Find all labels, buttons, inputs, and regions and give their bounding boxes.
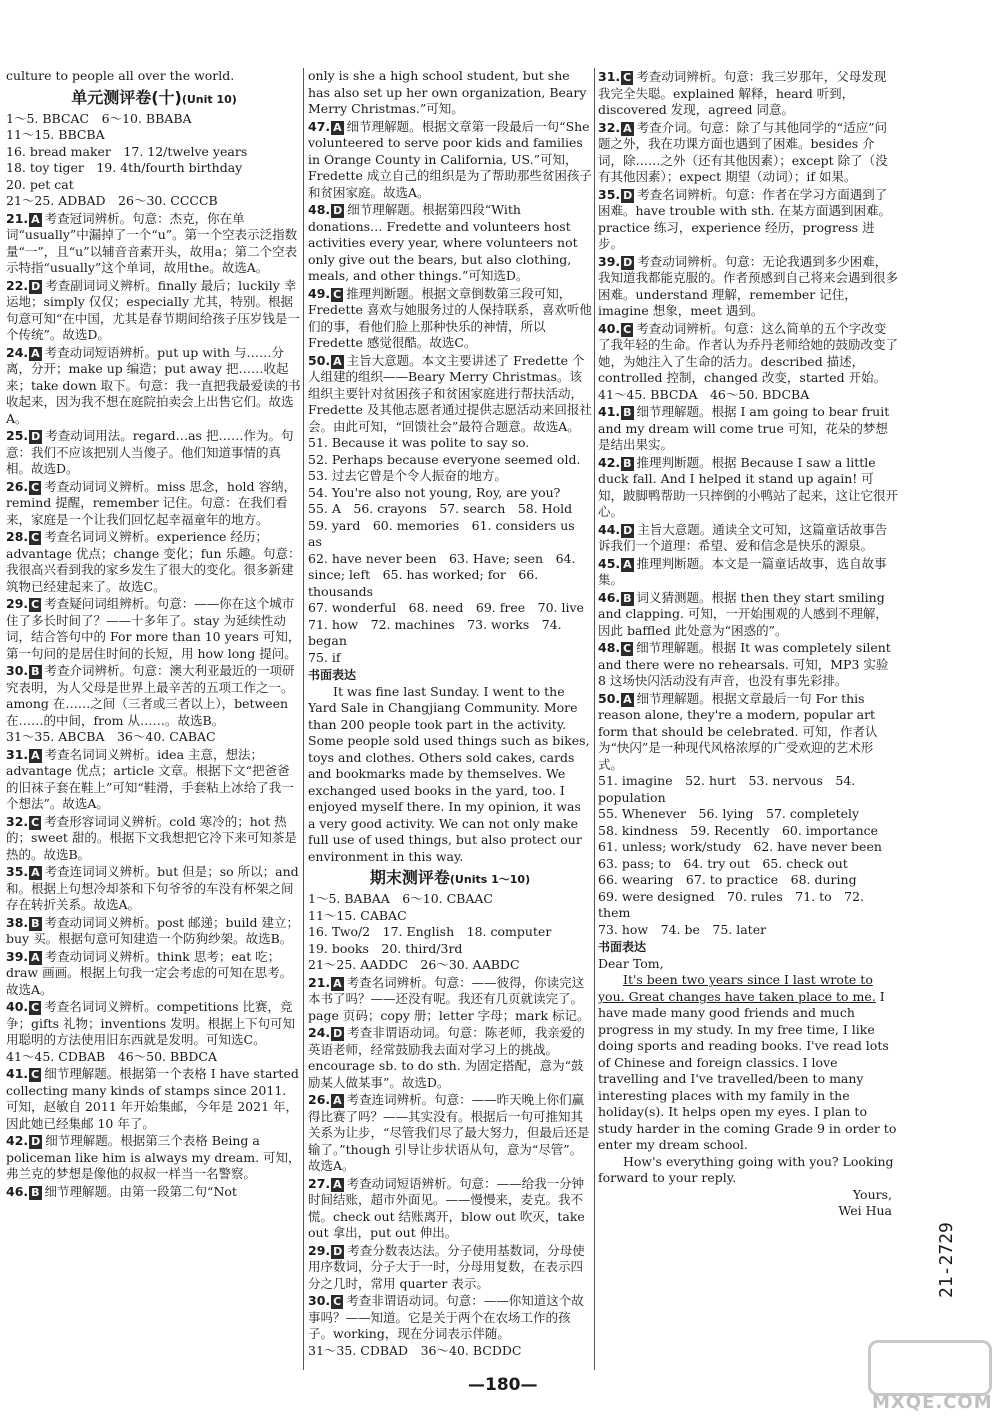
explanation-text: 考查名词词义辨析。idea 主意，想法；advantage 优点；article 文章。根据下文“把爸爸的旧袜子套在鞋上”可知“鞋滑，手套粘上冰给了我一个想法”。故选A。 [6, 746, 294, 812]
answer-letter-badge: B [31, 916, 40, 930]
letter-paragraph [598, 972, 898, 1154]
answer-line: 52. Perhaps because everyone seemed old. [308, 451, 581, 467]
answer-item [598, 590, 898, 640]
question-number: 39. [598, 253, 621, 269]
answer-line: 31～35. ABCBA 36～40. CABAC [6, 729, 216, 745]
explanation-text: 考查副词词义辨析。finally 最后；luckily 幸运地；simply 仅仅；especially 尤其，特别。根据句意可知“在中国，尤其是春节期间给孩子压岁钱是一个传统”。故选D。 [6, 277, 300, 343]
answer-letter-badge: A [623, 557, 632, 571]
answer-item [6, 529, 302, 595]
question-number: 29. [308, 1242, 331, 1258]
question-number: 45. [598, 555, 621, 571]
answer-letter-badge: B [623, 406, 632, 419]
question-number: 28. [6, 529, 29, 545]
answer-item [308, 1176, 592, 1242]
question-number: 40. [6, 999, 29, 1015]
explanation-text: 考查动词短语辨析。句意：——给我一分钟时间结账，超市外面见。——慢慢来，麦克。我不慌。check out 结账离开，blow out 吹灭，take out 拿出，put out 伸出。 [308, 1175, 585, 1241]
explanation-text: 考查介词。句意：除了与其他同学的“适应”问题之外，我在功课方面也遇到了困难。besides 介词，除……之外（还有其他因素）；except 除了（没有其他因素）；expect 期望（动词）；if 如果。 [598, 119, 888, 184]
answer-letter-badge: D [623, 523, 633, 537]
question-number: 50. [598, 690, 621, 706]
explanation-text: 考查疑问词组辨析。句意：——你在这个城市住了多长时间了？——十多年了。stay 为延续性动词，结合答句中的 For more than 10 years 可知，第一句问的是居住时间的长短，用 how long 提问。 [6, 596, 301, 661]
explanation-text: 细节理解题。根据 It was completely silent and there were no rehearsals. 可知，MP3 实验 8 这场快闪活动没有声音，也没有事先彩排。 [598, 640, 891, 688]
answer-letter-badge: B [31, 665, 40, 679]
question-number: 30. [6, 663, 29, 679]
answer-item [308, 119, 592, 202]
question-number: 22. [6, 277, 29, 293]
answer-letter-badge: A [333, 976, 342, 990]
explanation-text: 细节理解题。由第一段第二句“Not [44, 1183, 237, 1199]
answer-item [598, 254, 898, 320]
explanation-text: 考查形容词词义辨析。cold 寒冷的；hot 热的；sweet 甜的。根据下文我想把它冷下来可知茶是热的。故选B。 [6, 813, 297, 862]
question-number: 42. [598, 454, 621, 470]
question-number: 30. [308, 1293, 331, 1309]
question-number: 26. [308, 1092, 331, 1108]
section-title-units: (Units 1～10) [449, 873, 531, 887]
answer-item [598, 120, 898, 186]
explanation-text: 主旨大意题。通读全文可知，这篇童话故事告诉我们一个道理：希望、爱和信念是快乐的源泉。 [598, 521, 888, 553]
explanation-text: 细节理解题。根据第四段“With donations… Fredette and volunteers host activities every year, where volunteers not only give out the bears, but also clothing, meals, and other things.”可知选D。 [308, 202, 578, 283]
question-number: 29. [6, 596, 29, 612]
explanation-text: 考查动词辨析。句意：我三岁那年，父母发现我完全失聪。explained 解释，heard 听到，discovered 发现，agreed 同意。 [598, 69, 887, 117]
question-number: 38. [6, 914, 29, 930]
answer-line: 69. were designed 70. rules 71. to 72. them [598, 888, 869, 920]
side-code: 21-2729 [936, 1222, 957, 1298]
letter-signoff: Wei Hua [838, 1203, 892, 1219]
answer-letter-badge: D [623, 255, 633, 269]
answer-letter-badge: D [31, 430, 41, 444]
letter-signoff: Yours, [852, 1186, 892, 1202]
answer-line: 16. bread maker 17. 12/twelve years [6, 143, 248, 159]
answer-letter-badge: C [623, 642, 632, 655]
explanation-text: 考查动词词义辨析。think 思考；eat 吃；draw 画画。根据上句我一定会考虑的可知在思考。故选A。 [6, 948, 293, 997]
answer-item [598, 69, 898, 119]
answer-line: 11～15. BBCBA [6, 127, 105, 143]
essay-paragraph: How's everything going with you? Looking forward to your reply. [598, 1153, 894, 1186]
answer-item [598, 522, 898, 555]
answer-item [6, 663, 302, 729]
question-number: 39. [6, 948, 29, 964]
answer-item [308, 1243, 592, 1293]
question-number: 47. [308, 118, 331, 134]
explanation-text: 细节理解题。根据第三个表格 Being a policeman like him is always my dream. 可知，弗兰克的梦想是像他的叔叔一样当一名警察。 [6, 1133, 301, 1182]
answer-letter-badge: A [333, 1094, 342, 1108]
answer-item [598, 187, 898, 253]
answer-letter-badge: D [31, 279, 41, 293]
explanation-text: 考查非谓语动词。句意：——你知道这个故事吗？——知道。它是关于两个在农场工作的孩子。working，现在分词表示伴随。 [308, 1293, 584, 1342]
section-title [6, 87, 302, 108]
answer-line: 59. yard 60. memories 61. considers us as [308, 517, 579, 549]
explanation-text: 考查动词辨析。句意：无论我遇到多少困难，我知道我都能克服的。作者预感到自己将来会遇到很多困难。understand 理解，remember 记住，imagine 想象，meet 遇到。 [598, 253, 898, 318]
answer-letter-badge: C [31, 1068, 40, 1082]
answer-letter-badge: D [31, 1135, 41, 1149]
answer-item [6, 479, 302, 529]
question-number: 26. [6, 478, 29, 494]
explanation-text: 细节理解题。根据第一个表格 I have started collecting many kinds of stamps since 2011. 可知，赵敏自 2011 年开始集邮，今年是 2021 年，因此她已经集邮 10 年了。 [6, 1066, 299, 1131]
answer-line: 31～35. CDBAD 36～40. BCDDC [308, 1342, 522, 1358]
answer-letter-badge: D [623, 188, 633, 202]
answer-line: 51. imagine 52. hurt 53. nervous 54. population [598, 773, 860, 805]
section-title-units: (Unit 10) [181, 92, 237, 106]
answer-line: 1～5. BABAA 6～10. CBAAC [308, 891, 493, 907]
question-number: 44. [598, 521, 621, 537]
answer-letter-badge: D [333, 204, 343, 217]
question-number: 35. [598, 186, 621, 202]
explanation-text: 考查动词短语辨析。put up with 与……分离，分开；make up 编造；put away 把……收起来；take down 取下。句意：我一直把我最爱读的书收起来，因为我不想在庭院拍卖会上出售它们。故选A。 [6, 344, 301, 426]
column-left [6, 68, 302, 1200]
answer-letter-badge: A [31, 866, 40, 880]
answer-line: 21～25. ADBAD 26～30. CCCCB [6, 193, 218, 209]
column-right [598, 68, 898, 1220]
question-number: 21. [308, 974, 331, 990]
answer-letter-badge: B [31, 1185, 40, 1199]
answer-line: 61. unless; work/study 62. have never been [598, 839, 882, 854]
explanation-text: 主旨大意题。本文主要讲述了 Fredette 个人组建的组织——Beary Merry Christmas。该组织主要针对贫困孩子和贫困家庭进行帮扶活动，Fredette 及其他志愿者通过提供志愿活动来回报社会。由此可知，“回馈社会”最符合题意。故选A。 [308, 352, 592, 434]
explanation-text: 考查动词词义辨析。miss 思念，hold 容纳，remind 提醒，remember 记住。句意：在我们看来，家庭是一个让我们回忆起幸福童年的地方。 [6, 478, 296, 527]
question-number: 27. [308, 1175, 331, 1191]
answer-item [6, 747, 302, 813]
answer-letter-badge: B [623, 456, 632, 470]
answer-item [6, 949, 302, 999]
explanation-text: 考查名词词义辨析。experience 经历；advantage 优点；change 变化；fun 乐趣。句意：我很高兴看到我的家乡发生了很大的变化。很多新建筑物已经建起来了。故选C。 [6, 529, 301, 594]
question-number: 41. [6, 1066, 29, 1082]
answer-line: 41～45. BBCDA 46～50. BDCBA [598, 386, 810, 402]
explanation-text: 考查冠词辨析。句意：杰克，你在单词“usually”中漏掉了一个“u”。第一个空表示泛指数量“一”，且“u”以辅音音素开头，故用a；第二个空表示特指“usually”这个单词，故用the。故选A。 [6, 210, 298, 276]
question-number: 31. [6, 746, 29, 762]
answer-letter-badge: A [31, 950, 40, 964]
answer-letter-badge: C [31, 531, 40, 545]
explanation-text: 推理判断题。根据 Because I saw a little duck fall. And I helped it stand up again! 可知，跛脚鸭帮助一只摔倒的小鸭站了起来，这让它很开心。 [598, 454, 898, 519]
answer-item [6, 1184, 302, 1201]
question-number: 21. [6, 210, 29, 226]
explanation-text: 考查连词词义辨析。but 但是；so 所以；and 和。根据上句想冷却茶和下句爷爷的车没有杯架之间存在转折关系。故选A。 [6, 864, 299, 913]
question-number: 42. [6, 1133, 29, 1149]
question-number: 24. [6, 344, 29, 360]
answer-letter-badge: D [333, 1244, 343, 1258]
answer-item [6, 428, 302, 478]
explanation-text: 考查连词辨析。句意：——昨天晚上你们赢得比赛了吗？——其实没有。根据后一句可推知其关系为让步，“尽管我们尽了最大努力，但最后还是输了。”though 引导让步状语从句，意为“尽管”。故选A。 [308, 1092, 590, 1174]
answer-line: only is she a high school student, but she has also set up her own organization, Beary Merry Christmas.”可知。 [308, 68, 591, 116]
answer-letter-badge: B [623, 591, 632, 605]
explanation-text: 细节理解题。根据文章最后一句 For this reason alone, they're a modern, popular art form that should be celebrated. 可知，作者认为“快闪”是一种现代风格浓厚的广受欢迎的艺术形式。 [598, 690, 878, 772]
answer-line: 53. 过去它曾是个令人振奋的地方。 [308, 468, 507, 483]
answer-line: 41～45. CDBAB 46～50. BBDCA [6, 1048, 217, 1064]
answer-letter-badge: C [31, 598, 40, 612]
question-number: 40. [598, 320, 621, 336]
answer-item [6, 915, 302, 948]
answer-item [308, 975, 592, 1025]
explanation-text: 考查动词词义辨析。post 邮递；build 建立；buy 买。根据句意可知建造一个防狗纱架。故选B。 [6, 914, 300, 947]
watermark-frame [868, 1340, 992, 1396]
question-number: 25. [6, 428, 29, 444]
answer-letter-badge: A [31, 346, 40, 360]
answer-item [598, 455, 898, 521]
answer-line: 1～5. BBCAC 6～10. BBABA [6, 110, 192, 126]
answer-letter-badge: C [31, 815, 40, 829]
question-number: 49. [308, 285, 331, 301]
answer-line: 58. kindness 59. Recently 60. importance [598, 822, 879, 838]
answer-line: 71. how 72. machines 73. works 74. began [308, 616, 566, 648]
answer-item [6, 596, 302, 662]
answer-item [6, 999, 302, 1049]
answer-letter-badge: C [623, 71, 632, 84]
answer-letter-badge: A [623, 121, 632, 135]
answer-letter-badge: C [623, 322, 632, 336]
underlined-sentence: It's been two years since I last wrote to you. Great changes have taken place to me. [598, 972, 876, 1004]
answer-item [598, 691, 898, 774]
answer-item [6, 1066, 302, 1132]
column-divider-2 [594, 68, 595, 1370]
question-number: 32. [6, 813, 29, 829]
answer-line: 63. pass; to 64. try out 65. check out [598, 855, 848, 871]
answer-letter-badge: A [333, 354, 342, 368]
section-title [308, 867, 592, 888]
answer-letter-badge: D [333, 1027, 343, 1041]
explanation-text: 考查动词辨析。句意：这么简单的五个字改变了我年轻的生命。作者认为乔丹老师给她的鼓励改变了她，为她注入了生命的活力。described 描述，controlled 控制，changed 改变，started 开始。 [598, 320, 898, 385]
answer-line: 21～25. AADDC 26～30. AABDC [308, 957, 520, 973]
question-number: 46. [598, 589, 621, 605]
answer-item [6, 814, 302, 864]
answer-item [308, 1025, 592, 1091]
answer-line: 54. You're also not young, Roy, are you? [308, 484, 561, 500]
question-number: 31. [598, 69, 621, 84]
answer-item [308, 1293, 592, 1343]
question-number: 48. [598, 640, 621, 655]
question-number: 50. [308, 352, 331, 368]
answer-letter-badge: A [31, 212, 40, 226]
answer-letter-badge: A [333, 120, 342, 134]
answer-item [6, 211, 302, 277]
answer-line: 67. wonderful 68. need 69. free 70. live [308, 600, 584, 615]
answer-line: culture to people all over the world. [6, 68, 235, 83]
explanation-text: 推理判断题。本文是一篇童话故事，选自故事集。 [598, 555, 887, 587]
column-divider-1 [303, 68, 304, 1370]
page-number: —180— [468, 1375, 538, 1395]
answer-item [6, 345, 302, 428]
explanation-text: 推理判断题。根据文章倒数第三段可知，Fredette 喜欢与她服务过的人保持联系，喜欢听他们的事，看他们脸上那种快乐的神情，所以 Fredette 感觉很酷。故选C。 [308, 285, 592, 350]
explanation-text: 考查动词用法。regard…as 把……作为。句意：我们不应该把别人当傻子。他们知道事情的真相。故选D。 [6, 428, 294, 477]
explanation-text: 考查介词辨析。句意：澳大利亚最近的一项研究表明，为人父母是世界上最辛苦的五项工作之一。among 在……之间（三者或三者以上），between 在……的中间，from 从……。故选B。 [6, 663, 295, 728]
section-title-text: 单元测评卷(十) [71, 87, 182, 107]
essay-paragraph: It was fine last Sunday. I went to the Yard Sale in Changjiang Community. More than 200 people took part in the activity. Some people sold used things such as bikes, toys and clothes. Others sold cakes, cards and bookmarks made by themselves. We exchanged used books in the yard, too. I enjoyed myself there. In my opinion, it was a very good activity. We can not only make full use of used things, but also protect our environment in this way. [308, 683, 590, 864]
answer-line: 16. Two/2 17. English 18. computer [308, 924, 552, 940]
answer-item [598, 321, 898, 387]
answer-letter-badge: C [31, 1001, 40, 1015]
answer-line: 55. A 56. crayons 57. search 58. Hold [308, 501, 573, 516]
explanation-text: 考查非谓语动词。句意：陈老师，我亲爱的英语老师，经常鼓励我去面对学习上的挑战。encourage sb. to do sth. 为固定搭配，意为“鼓励某人做某事”。故选D。 [308, 1025, 585, 1090]
letter-text: I have made many good friends and much progress in my study. In my free time, I like doing sports and reading books. I've read lots of Chinese and foreign classics. I love travelling and I've travelled/been to many interesting places with my family in the holiday(s). It helps open my eyes. I plan to study harder in the coming Grade 9 in order to enter my dream school. [598, 988, 897, 1153]
question-number: 48. [308, 202, 331, 217]
answer-item [6, 278, 302, 344]
answer-line: 18. toy tiger 19. 4th/fourth birthday [6, 160, 243, 176]
question-number: 41. [598, 404, 621, 419]
answer-item [308, 1092, 592, 1175]
explanation-text: 考查名词词义辨析。competitions 比赛，竞争；gifts 礼物；inventions 发明。根据上下句可知用聪明的方法使用旧东西就是发明。可知选C。 [6, 999, 296, 1048]
answer-letter-badge: A [31, 748, 40, 762]
question-number: 35. [6, 864, 29, 880]
answer-line: 73. how 74. be 75. later [598, 921, 767, 937]
answer-letter-badge: A [623, 692, 632, 706]
answer-item [6, 864, 302, 914]
question-number: 24. [308, 1025, 331, 1041]
explanation-text: 考查名词辨析。句意：——彼得，你读完这本书了吗？——还没有呢。我还有几页就读完了。page 页码；copy 册；letter 字母；mark 标记。 [308, 974, 590, 1023]
explanation-text: 细节理解题。根据文章第一段最后一句“She volunteered to serve poor kids and families in Orange County in California, US.”可知，Fredette 成立自己的组织是为了帮助那些贫困孩子和贫困家庭。故选A。 [308, 118, 592, 200]
answer-line: 20. pet cat [6, 176, 74, 192]
answer-item [598, 640, 898, 690]
question-number: 32. [598, 119, 621, 135]
answer-line: Dear Tom, [598, 955, 664, 971]
answer-item [308, 353, 592, 436]
answer-line: 51. Because it was polite to say so. [308, 435, 530, 450]
watermark-text: MXQE.COM [872, 1392, 993, 1413]
answer-letter-badge: C [333, 1295, 342, 1309]
answer-item [6, 1133, 302, 1183]
explanation-text: 考查分数表达法。分子使用基数词，分母使用序数词，分子大于一时，分母用复数，在表示四分之几时，常用 quarter 表示。 [308, 1242, 585, 1291]
answer-item [598, 404, 898, 454]
section-title-text: 期末测评卷 [369, 868, 450, 888]
answer-line: 11～15. CABAC [308, 907, 407, 923]
question-number: 46. [6, 1183, 29, 1199]
writing-heading: 书面表达 [308, 668, 357, 682]
explanation-text: 细节理解题。根据 I am going to bear fruit and my dream will come true 可知，花朵的梦想是结出果实。 [598, 404, 890, 452]
answer-line: 75. if [308, 649, 341, 665]
answer-letter-badge: C [333, 287, 342, 301]
watermark-logo [868, 1340, 994, 1416]
answer-item [598, 556, 898, 589]
explanation-text: 词义猜测题。根据 then they start smiling and clapping. 可知，一开始围观的人感到不理解，因此 baffled 此处意为“困惑的”。 [598, 589, 888, 638]
answer-line: 62. have never been 63. Have; seen 64. since; left 65. has worked; for 66. thousands [308, 550, 580, 599]
answer-letter-badge: C [31, 480, 40, 494]
answer-line: 55. Whenever 56. lying 57. completely [598, 806, 860, 821]
answer-line: 66. wearing 67. to practice 68. during [598, 872, 857, 887]
explanation-text: 考查名词辨析。句意：作者在学习方面遇到了困难。have trouble with sth. 在某方面遇到困难。practice 练习，experience 经历，progress 进步。 [598, 186, 892, 251]
column-middle [308, 68, 592, 1359]
answer-item [308, 202, 592, 285]
answer-letter-badge: A [333, 1177, 342, 1191]
writing-heading: 书面表达 [598, 940, 647, 954]
answer-item [308, 286, 592, 352]
answer-line: 19. books 20. third/3rd [308, 940, 463, 956]
